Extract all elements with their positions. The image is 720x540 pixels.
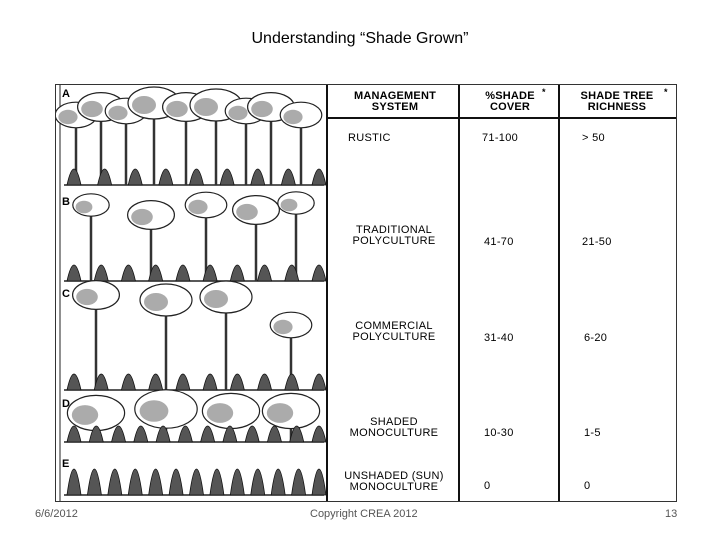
footer-copyright: Copyright CREA 2012 bbox=[310, 508, 418, 520]
coffee-bush bbox=[94, 265, 108, 281]
footnote-asterisk: * bbox=[542, 87, 546, 97]
header-line: SHADE TREE bbox=[580, 90, 654, 102]
canopy-shading bbox=[251, 101, 273, 117]
canopy-shading bbox=[131, 209, 153, 225]
canopy-shading bbox=[228, 106, 247, 120]
system-line: POLYCULTURE bbox=[352, 331, 436, 343]
cover-value: 10-30 bbox=[484, 427, 514, 439]
canopy-shading bbox=[283, 110, 302, 124]
coffee-bush bbox=[176, 265, 190, 281]
header-shade-tree-richness bbox=[564, 87, 670, 113]
coffee-bush bbox=[258, 374, 272, 390]
coffee-bush bbox=[67, 469, 81, 495]
coffee-bush bbox=[292, 469, 306, 495]
coffee-bush bbox=[149, 469, 163, 495]
cover-value: 31-40 bbox=[484, 332, 514, 344]
coffee-bush bbox=[201, 426, 215, 442]
canopy-shading bbox=[207, 403, 233, 423]
coffee-bush bbox=[190, 469, 204, 495]
panel-label: A bbox=[62, 88, 70, 100]
cover-value: 0 bbox=[484, 480, 491, 492]
coffee-bush bbox=[312, 169, 326, 185]
header-shade-cover bbox=[466, 87, 554, 113]
system-line: COMMERCIAL bbox=[355, 320, 433, 332]
panel-label: B bbox=[62, 196, 70, 208]
coffee-bush bbox=[267, 426, 281, 442]
coffee-bush bbox=[230, 469, 244, 495]
canopy-shading bbox=[108, 106, 127, 120]
coffee-bush bbox=[312, 265, 326, 281]
header-line: %SHADE bbox=[485, 90, 535, 102]
richness-value: 1-5 bbox=[584, 427, 601, 439]
forest-illustration bbox=[56, 85, 326, 501]
system-commercial-polyculture bbox=[338, 321, 450, 343]
system-shaded-monoculture bbox=[338, 417, 450, 439]
richness-value: > 50 bbox=[582, 132, 605, 144]
canopy-shading bbox=[236, 204, 258, 220]
table-divider bbox=[458, 85, 460, 501]
system-line: POLYCULTURE bbox=[352, 235, 436, 247]
canopy-shading bbox=[188, 200, 207, 214]
system-unshaded-monoculture bbox=[332, 471, 456, 493]
coffee-bush bbox=[251, 169, 265, 185]
canopy-shading bbox=[76, 201, 93, 214]
canopy-shading bbox=[144, 293, 168, 311]
panel-label: D bbox=[62, 398, 70, 410]
system-line: MONOCULTURE bbox=[349, 481, 439, 493]
canopy-shading bbox=[76, 289, 98, 305]
shade-grown-figure bbox=[55, 84, 677, 502]
richness-value: 6-20 bbox=[584, 332, 608, 344]
coffee-bush bbox=[190, 169, 204, 185]
header-line: SYSTEM bbox=[371, 101, 419, 113]
canopy-shading bbox=[72, 405, 98, 425]
header-line: COVER bbox=[489, 101, 531, 113]
slide-title: Understanding “Shade Grown” bbox=[251, 30, 469, 47]
coffee-bush bbox=[245, 426, 259, 442]
canopy-shading bbox=[81, 101, 103, 117]
coffee-bush bbox=[121, 374, 135, 390]
cover-value: 71-100 bbox=[482, 132, 519, 144]
system-line: UNSHADED (SUN) bbox=[344, 470, 444, 482]
panel-label: E bbox=[62, 458, 70, 470]
canopy-shading bbox=[273, 320, 292, 334]
coffee-bush bbox=[67, 374, 81, 390]
coffee-bush bbox=[128, 169, 142, 185]
coffee-bush bbox=[67, 426, 81, 442]
coffee-bush bbox=[121, 265, 135, 281]
header-management-system bbox=[336, 91, 454, 113]
coffee-bush bbox=[230, 265, 244, 281]
coffee-bush bbox=[149, 374, 163, 390]
system-traditional-polyculture bbox=[338, 225, 450, 247]
management-table bbox=[326, 85, 676, 501]
panel-label: C bbox=[62, 288, 70, 300]
cover-value: 41-70 bbox=[484, 236, 514, 248]
coffee-bush bbox=[159, 169, 173, 185]
coffee-bush bbox=[108, 469, 122, 495]
canopy-shading bbox=[166, 101, 188, 117]
coffee-bush bbox=[178, 426, 192, 442]
canopy-shading bbox=[58, 110, 77, 124]
canopy-shading bbox=[132, 96, 156, 114]
coffee-bush bbox=[67, 169, 81, 185]
coffee-bush bbox=[285, 374, 299, 390]
coffee-bush bbox=[312, 426, 326, 442]
coffee-bush bbox=[281, 169, 295, 185]
system-line: TRADITIONAL bbox=[355, 224, 433, 236]
coffee-bush bbox=[134, 426, 148, 442]
system-line: MONOCULTURE bbox=[349, 427, 439, 439]
richness-value: 0 bbox=[584, 480, 591, 492]
coffee-bush bbox=[128, 469, 142, 495]
system-rustic bbox=[348, 133, 391, 144]
system-line: SHADED bbox=[370, 416, 418, 428]
coffee-bush bbox=[169, 469, 183, 495]
coffee-bush bbox=[220, 169, 234, 185]
canopy-shading bbox=[140, 400, 169, 422]
footer-date: 6/6/2012 bbox=[35, 508, 78, 520]
header-line: RICHNESS bbox=[587, 101, 647, 113]
richness-value: 21-50 bbox=[582, 236, 612, 248]
coffee-bush bbox=[312, 469, 326, 495]
forest-drawing bbox=[56, 85, 326, 501]
table-divider bbox=[558, 85, 560, 501]
coffee-bush bbox=[230, 374, 244, 390]
table-divider bbox=[326, 85, 328, 501]
coffee-bush bbox=[251, 469, 265, 495]
canopy-shading bbox=[204, 290, 228, 308]
coffee-bush bbox=[98, 169, 112, 185]
canopy-shading bbox=[267, 403, 293, 423]
system-line: RUSTIC bbox=[348, 132, 391, 144]
footer-page-number: 13 bbox=[665, 508, 678, 520]
footnote-asterisk: * bbox=[664, 87, 668, 97]
coffee-bush bbox=[210, 469, 224, 495]
coffee-bush bbox=[258, 265, 272, 281]
coffee-bush bbox=[176, 374, 190, 390]
header-rule bbox=[326, 117, 676, 119]
coffee-bush bbox=[203, 374, 217, 390]
coffee-bush bbox=[67, 265, 81, 281]
coffee-bush bbox=[271, 469, 285, 495]
coffee-bush bbox=[87, 469, 101, 495]
canopy-shading bbox=[281, 199, 298, 212]
header-line: MANAGEMENT bbox=[353, 90, 437, 102]
canopy-shading bbox=[194, 98, 218, 116]
coffee-bush bbox=[312, 374, 326, 390]
coffee-bush bbox=[112, 426, 126, 442]
